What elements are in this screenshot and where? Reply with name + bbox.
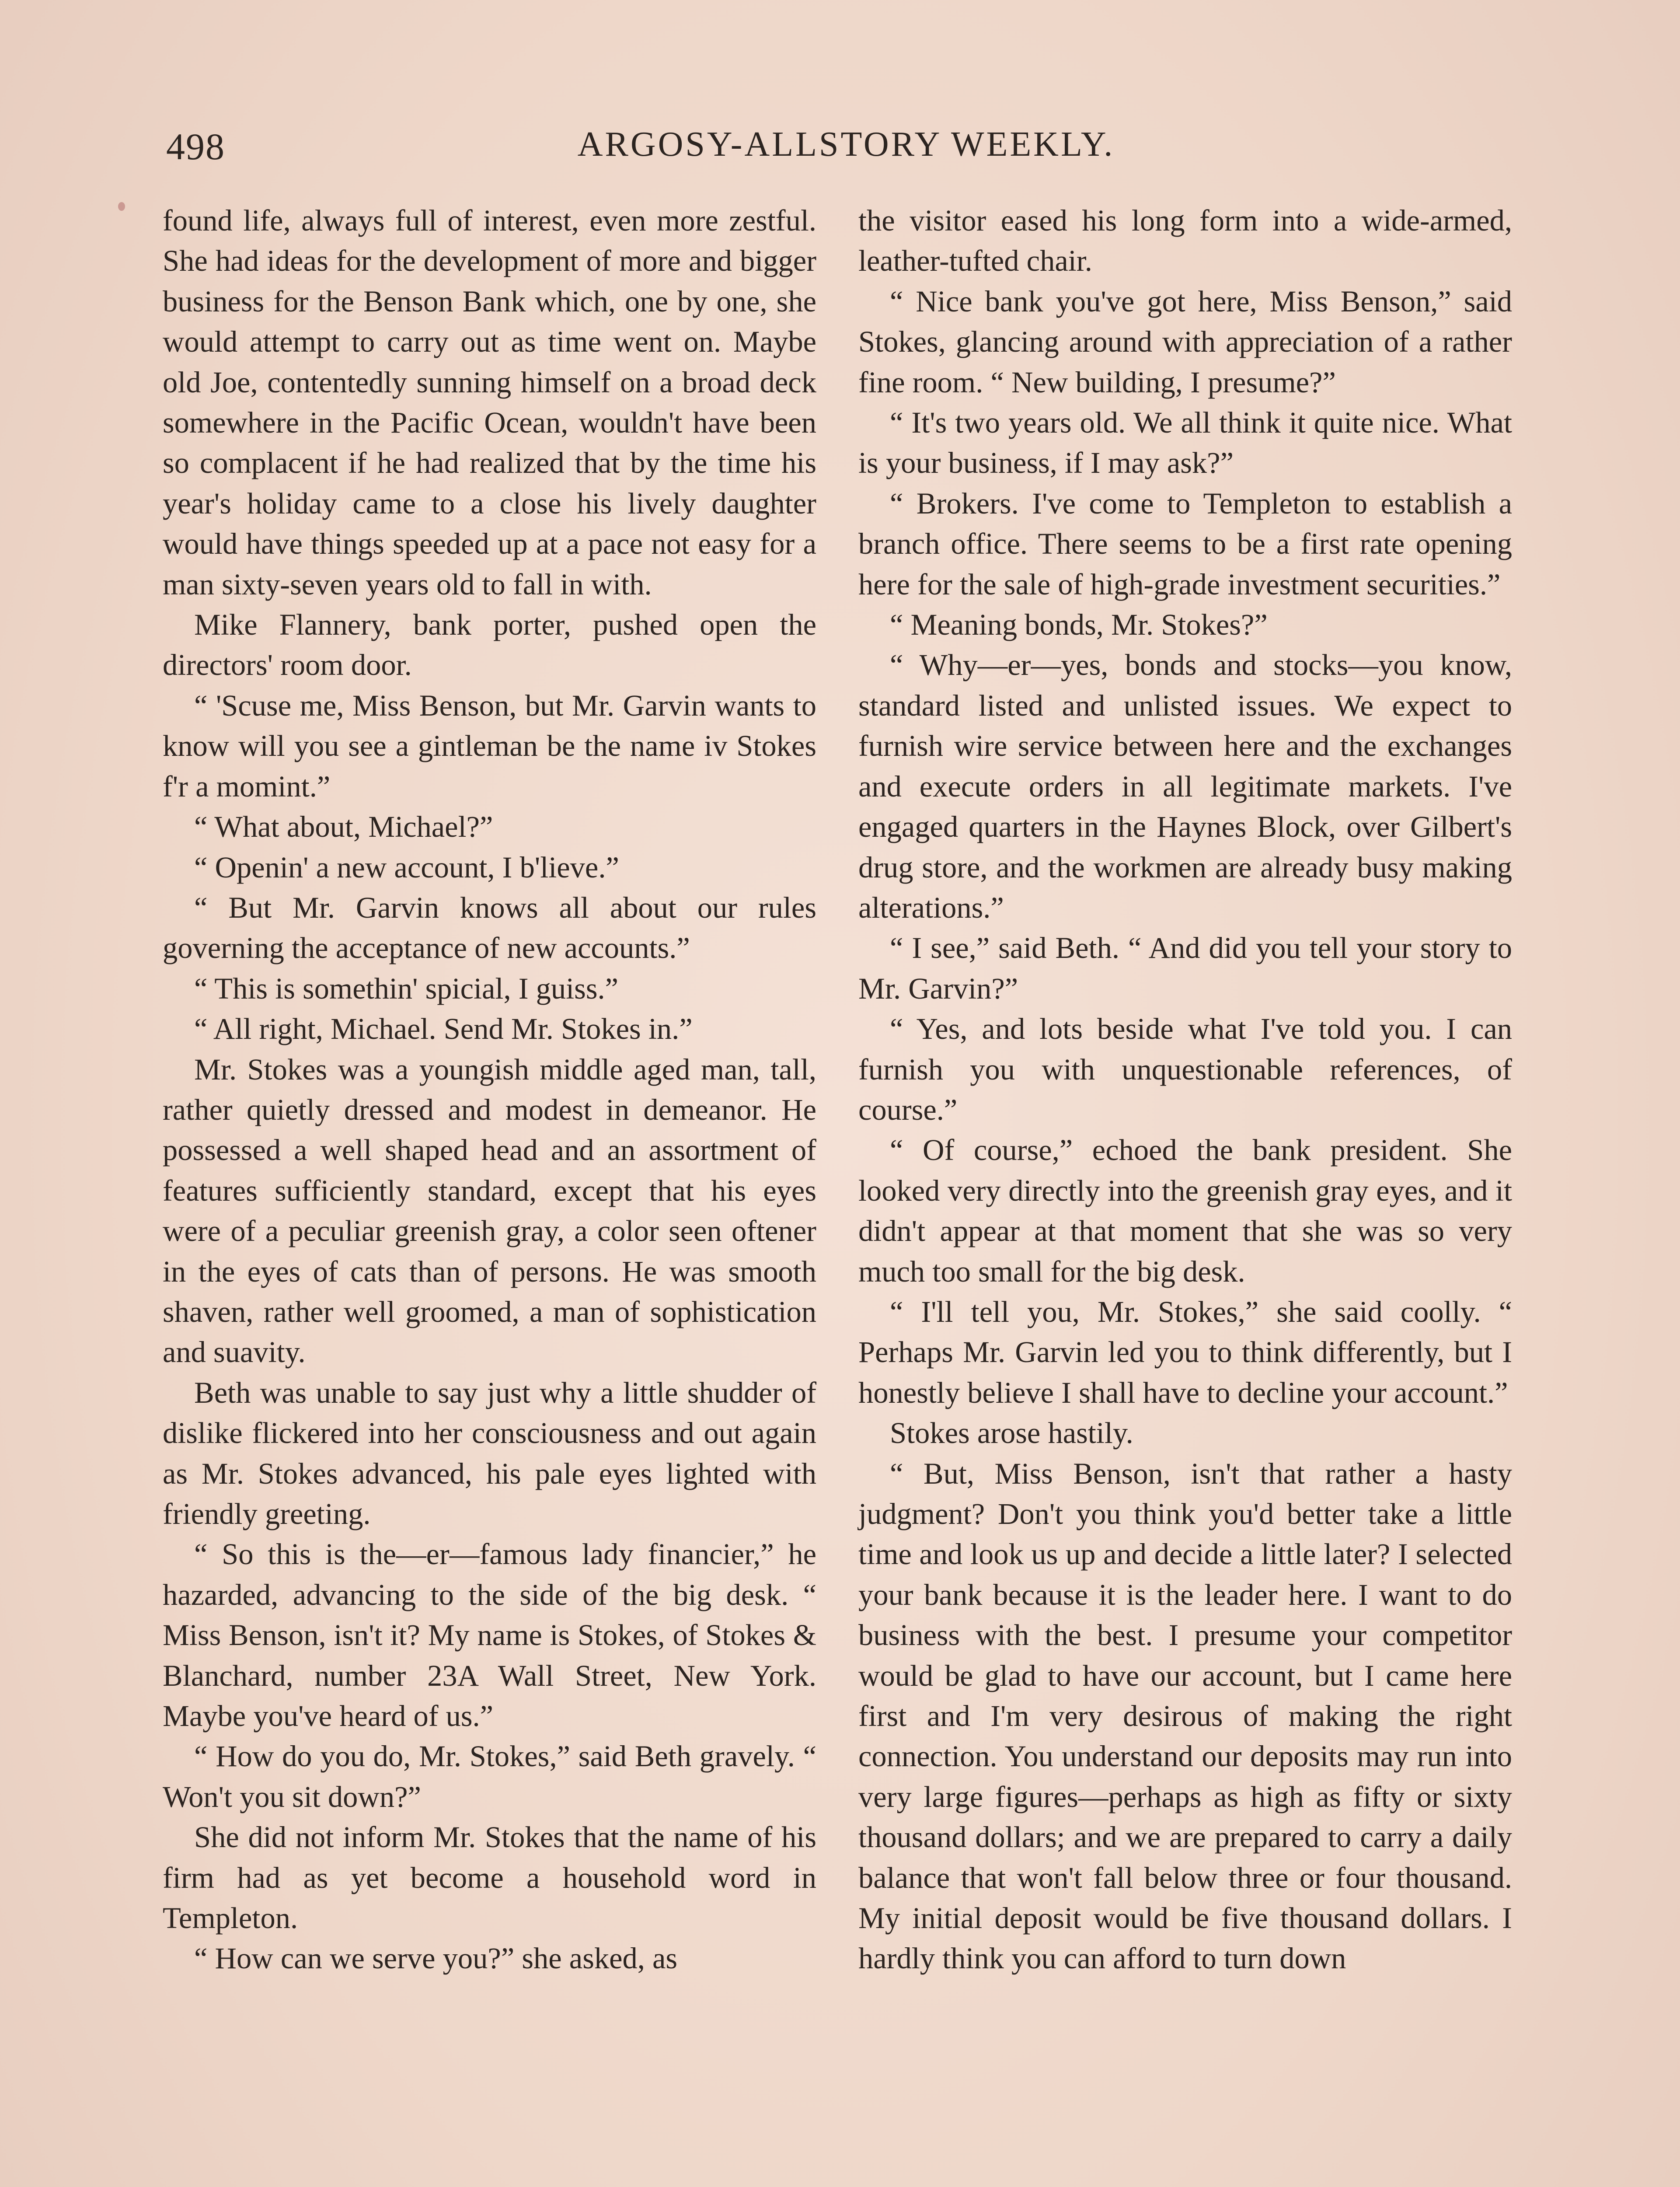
paragraph: “ Openin' a new account, I b'lieve.”	[194, 850, 619, 884]
paragraph: “ Meaning bonds, Mr. Stokes?”	[890, 608, 1268, 642]
paragraph: Mr. Stokes was a youngish middle aged man, tall, rather quietly dressed and modest in demeanor. He possessed a well shaped head and an assortment of features sufficiently standard, except that his eyes were of a peculiar greenish gray, a color seen oftener in the eyes of cats than of persons. He was smooth shaven, rather well groomed, a man of sophistication and suavity.	[163, 1052, 816, 1369]
left-column	[163, 200, 816, 1979]
paragraph: Beth was unable to say just why a little shudder of dislike flickered into her consciousness and out again as Mr. Stokes advanced, his pale eyes lighted with friendly greeting.	[163, 1376, 816, 1530]
page-number: 498	[166, 126, 225, 168]
paragraph: “ 'Scuse me, Miss Benson, but Mr. Garvin wants to know will you see a gintleman be the name iv Stokes f'r a momint.”	[163, 688, 816, 803]
paragraph: Stokes arose hastily.	[890, 1416, 1133, 1450]
paragraph: “ This is somethin' spicial, I guiss.”	[194, 971, 619, 1005]
paragraph: She did not inform Mr. Stokes that the name of his firm had as yet become a household word in Templeton.	[163, 1820, 816, 1935]
paragraph: “ I see,” said Beth. “ And did you tell your story to Mr. Garvin?”	[858, 931, 1512, 1005]
paragraph: “ But, Miss Benson, isn't that rather a hasty judgment? Don't you think you'd better take a little time and look us up and decide a little later? I selected your bank because it is the leader here. I want to do business with the best. I presume your competitor would be glad to have our account, but I came here first and I'm very desirous of making the right connection. You understand our deposits may run into very large figures—perhaps as high as fifty or sixty thousand dollars; and we are prepared to carry a daily balance that won't fall below three or four thousand. My initial deposit would be five thousand dollars. I hardly think you can afford to turn down	[858, 1457, 1512, 1975]
paragraph: “ How can we serve you?” she asked, as	[194, 1942, 678, 1975]
running-head: ARGOSY-ALLSTORY WEEKLY.	[577, 125, 1115, 164]
paragraph: “ Brokers. I've come to Templeton to establish a branch office. There seems to be a first rate opening here for the sale of high-grade investment securities.”	[858, 486, 1512, 601]
paragraph: “ Nice bank you've got here, Miss Benson,” said Stokes, glancing around with appreciation of a rather fine room. “ New building, I presume?”	[858, 284, 1512, 399]
paragraph: “ Of course,” echoed the bank president. She looked very directly into the greenish gray eyes, and it didn't appear at that moment that she was so very much too small for the big desk.	[858, 1133, 1512, 1288]
paragraph: “ How do you do, Mr. Stokes,” said Beth gravely. “ Won't you sit down?”	[163, 1740, 816, 1813]
paragraph: Mike Flannery, bank porter, pushed open the directors' room door.	[163, 608, 816, 682]
right-column	[858, 200, 1512, 1979]
paragraph: “ But Mr. Garvin knows all about our rules governing the acceptance of new accounts.”	[163, 891, 816, 965]
paragraph: “ So this is the—er—famous lady financier,” he hazarded, advancing to the side of the big desk. “ Miss Benson, isn't it? My name is Stokes, of Stokes & Blanchard, number 23A Wall Street, New York. Maybe you've heard of us.”	[163, 1537, 816, 1733]
paragraph: “ What about, Michael?”	[194, 810, 493, 844]
paragraph: “ I'll tell you, Mr. Stokes,” she said coolly. “ Perhaps Mr. Garvin led you to think differently, but I honestly believe I shall have to decline your account.”	[858, 1295, 1512, 1409]
paragraph: the visitor eased his long form into a wide-armed, leather-tufted chair.	[858, 204, 1512, 278]
page-header	[166, 125, 1526, 182]
paragraph: found life, always full of interest, even more zestful. She had ideas for the development of more and bigger business for the Benson Bank which, one by one, she would attempt to carry out as time went on. Maybe old Joe, contentedly sunning himself on a broad deck somewhere in the Pacific Ocean, wouldn't have been so complacent if he had realized that by the time his year's holiday came to a close his lively daughter would have things speeded up at a pace not easy for a man sixty-seven years old to fall in with.	[163, 204, 816, 601]
paragraph: “ All right, Michael. Send Mr. Stokes in.”	[194, 1012, 693, 1046]
paragraph: “ Yes, and lots beside what I've told you. I can furnish you with unquestionable references, of course.”	[858, 1012, 1512, 1126]
paragraph: “ Why—er—yes, bonds and stocks—you know, standard listed and unlisted issues. We expect to furnish wire service between here and the exchanges and execute orders in all legitimate markets. I've engaged quarters in the Haynes Block, over Gilbert's drug store, and the workmen are already busy making alterations.”	[858, 648, 1512, 924]
ink-mark	[118, 202, 125, 211]
paragraph: “ It's two years old. We all think it quite nice. What is your business, if I may ask?”	[858, 406, 1512, 480]
